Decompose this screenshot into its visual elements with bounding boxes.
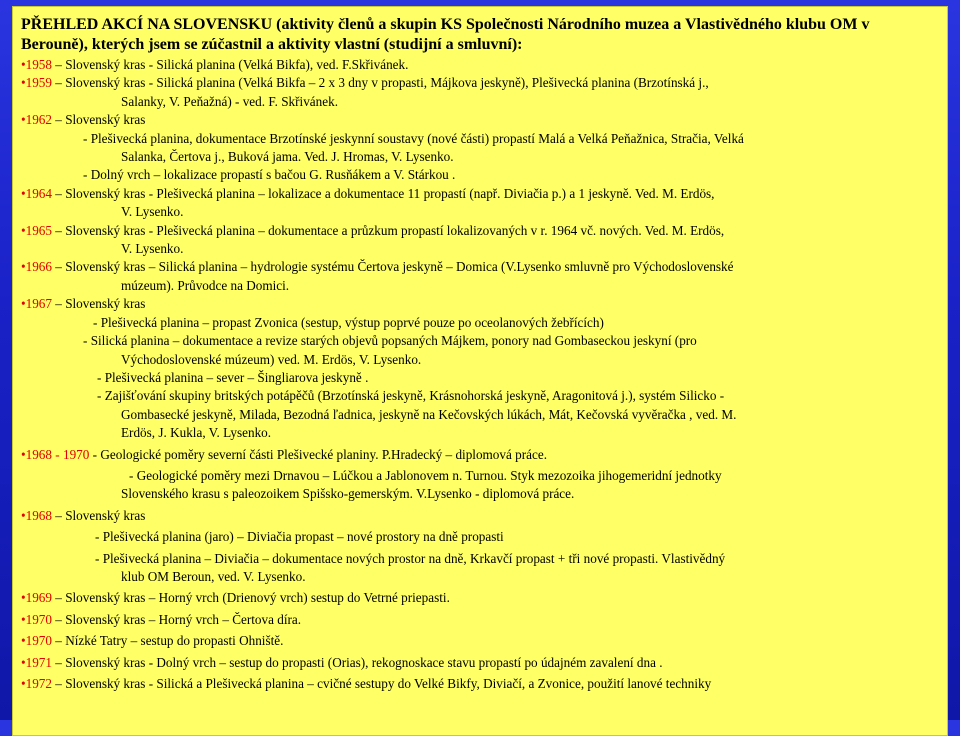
entry-text: - Plešivecká planina, dokumentace Brzotínské jeskynní soustavy (nové části) propastí Malá a Velká Peňažnica, Stračia, Velká [83, 130, 744, 146]
entry-text: Salanka, Čertova j., Buková jama. Ved. J. Hromas, V. Lysenko. [121, 149, 454, 165]
year-entry [21, 295, 935, 313]
year-entry [21, 507, 935, 525]
entry-text: – Slovenský kras – Silická planina – hydrologie systému Čertova jeskyně – Domica (V.Lysenko smluvně pro Východoslovenské [52, 259, 734, 275]
year-entry [21, 632, 935, 650]
entry-text: - Geologické poměry mezi Drnavou – Lúčkou a Jablonovem n. Turnou. Styk mezozoika jihogemeridní jednotky [129, 467, 722, 483]
entry-text: V. Lysenko. [121, 204, 184, 220]
entry-line [21, 332, 935, 350]
entry-text: múzeum). Průvodce na Domici. [121, 277, 290, 293]
year-label: •1966 [21, 259, 52, 275]
entry-line [21, 203, 935, 221]
year-label: •1962 [21, 112, 52, 128]
entry-text: - Dolný vrch – lokalizace propastí s bačou G. Rusňákem a V. Stárkou . [83, 167, 456, 183]
entry-line [21, 148, 935, 166]
entries-list [21, 56, 935, 693]
entry-line [21, 485, 935, 503]
entry-line [21, 240, 935, 258]
entry-text: V. Lysenko. [121, 241, 184, 257]
year-entry [21, 611, 935, 629]
year-entry [21, 654, 935, 672]
year-entry [21, 446, 935, 464]
entry-text: - Geologické poměry severní části Plešivecké planiny. P.Hradecký – diplomová práce. [89, 446, 547, 462]
entry-text: - Silická planina – dokumentace a revize starých objevů popsaných Májkem, ponory nad Gombaseckou jeskyní (pro [83, 333, 697, 349]
entry-line [21, 166, 935, 184]
content-panel [12, 6, 948, 736]
year-entry [21, 56, 935, 74]
entry-text: – Slovenský kras - Silická planina (Velká Bikfa), ved. F.Skřivánek. [52, 57, 409, 72]
entry-text: - Zajišťování skupiny britských potápěčů (Brzotínská jeskyně, Krásnohorská jeskyně, Aragonitová j.), systém Silicko - [97, 388, 725, 404]
year-label: •1965 [21, 222, 52, 238]
entry-line [21, 314, 935, 332]
entry-text: – Slovenský kras - Plešivecká planina – lokalizace a dokumentace 11 propastí (např. Diviačia p.) a 1 jeskyně. Ved. M. Erdös, [52, 185, 715, 201]
year-entry [21, 185, 935, 203]
year-label: •1968 [21, 507, 52, 523]
entry-text: – Slovenský kras - Silická a Plešivecká planina – cvičné sestupy do Velké Bikfy, Diviačí, a Zvonice, použití lanové techniky [52, 676, 712, 691]
entry-line [21, 277, 935, 295]
entry-text: Gombasecké jeskyně, Milada, Bezodná ľadnica, jeskyně na Kečovských lúkách, Mát, Kečovská vyvěračka , ved. M. [121, 406, 737, 422]
entry-text: – Slovenský kras [52, 296, 146, 312]
entry-text: – Slovenský kras - Dolný vrch – sestup do propasti (Orias), rekognoskace stavu propastí po údajném zavalení dna . [52, 654, 663, 670]
entry-line [21, 387, 935, 405]
year-entry [21, 111, 935, 129]
year-entry [21, 589, 935, 607]
year-label: •1968 - 1970 [21, 446, 90, 462]
page-title: PŘEHLED AKCÍ NA SLOVENSKU (aktivity členů a skupin KS Společnosti Národního muzea a Vlastivědného klubu OM v Berouně), kterých jsem se zúčastnil a aktivity vlastní (studijní a smluvní): [21, 16, 870, 53]
entry-line [21, 351, 935, 369]
entry-text: – Slovenský kras [52, 112, 146, 128]
year-label: •1970 [21, 633, 52, 649]
entry-line [21, 528, 935, 546]
entry-text: – Slovenský kras – Horný vrch (Drienový vrch) sestup do Vetrné priepasti. [52, 590, 450, 606]
year-label: •1971 [21, 654, 52, 670]
entry-text: Salanky, V. Peňažná) - ved. F. Skřivánek. [121, 93, 338, 109]
entry-text: klub OM Beroun, ved. V. Lysenko. [121, 568, 306, 584]
entry-text: – Slovenský kras - Plešivecká planina – dokumentace a průzkum propastí lokalizovaných v r. 1964 vč. nových. Ved. M. Erdös, [52, 222, 725, 238]
year-label: •1970 [21, 611, 52, 627]
entry-line [21, 406, 935, 424]
year-label: •1964 [21, 185, 52, 201]
entry-text: – Slovenský kras – Horný vrch – Čertova díra. [52, 611, 302, 627]
year-entry [21, 258, 935, 276]
year-entry [21, 222, 935, 240]
year-label: •1958 [21, 57, 52, 72]
entry-text: – Slovenský kras - Silická planina (Velká Bikfa – 2 x 3 dny v propasti, Májkova jeskyně), Plešivecká planina (Brzotínská j., [52, 75, 709, 91]
entry-text: - Plešivecká planina (jaro) – Diviačia propast – nové prostory na dně propasti [95, 529, 504, 545]
year-entry [21, 675, 935, 693]
year-label: •1967 [21, 296, 52, 312]
entry-line [21, 369, 935, 387]
entry-text: – Nízké Tatry – sestup do propasti Ohniště. [52, 633, 284, 649]
year-label: •1972 [21, 676, 52, 691]
entry-text: Východoslovenské múzeum) ved. M. Erdös, V. Lysenko. [121, 351, 422, 367]
entry-line [21, 424, 935, 442]
entry-text: - Plešivecká planina – Diviačia – dokumentace nových prostor na dně, Krkavčí propast + tři nové propasti. Vlastivědný [95, 550, 726, 566]
entry-text: - Plešivecká planina – sever – Šingliarova jeskyně . [97, 369, 369, 385]
entry-text: – Slovenský kras [52, 507, 146, 523]
entry-text: Erdös, J. Kukla, V. Lysenko. [121, 425, 272, 441]
entry-text: - Plešivecká planina – propast Zvonica (sestup, výstup poprvé pouze po oceolanových žebřících) [93, 314, 604, 330]
entry-line [21, 568, 935, 586]
entry-line [21, 130, 935, 148]
entry-line [21, 467, 935, 485]
year-entry [21, 74, 935, 92]
entry-line [21, 93, 935, 111]
year-label: •1959 [21, 75, 52, 91]
entry-line [21, 550, 935, 568]
year-label: •1969 [21, 590, 52, 606]
entry-text: Slovenského krasu s paleozoikem Spišsko-gemerským. V.Lysenko - diplomová práce. [121, 486, 575, 502]
